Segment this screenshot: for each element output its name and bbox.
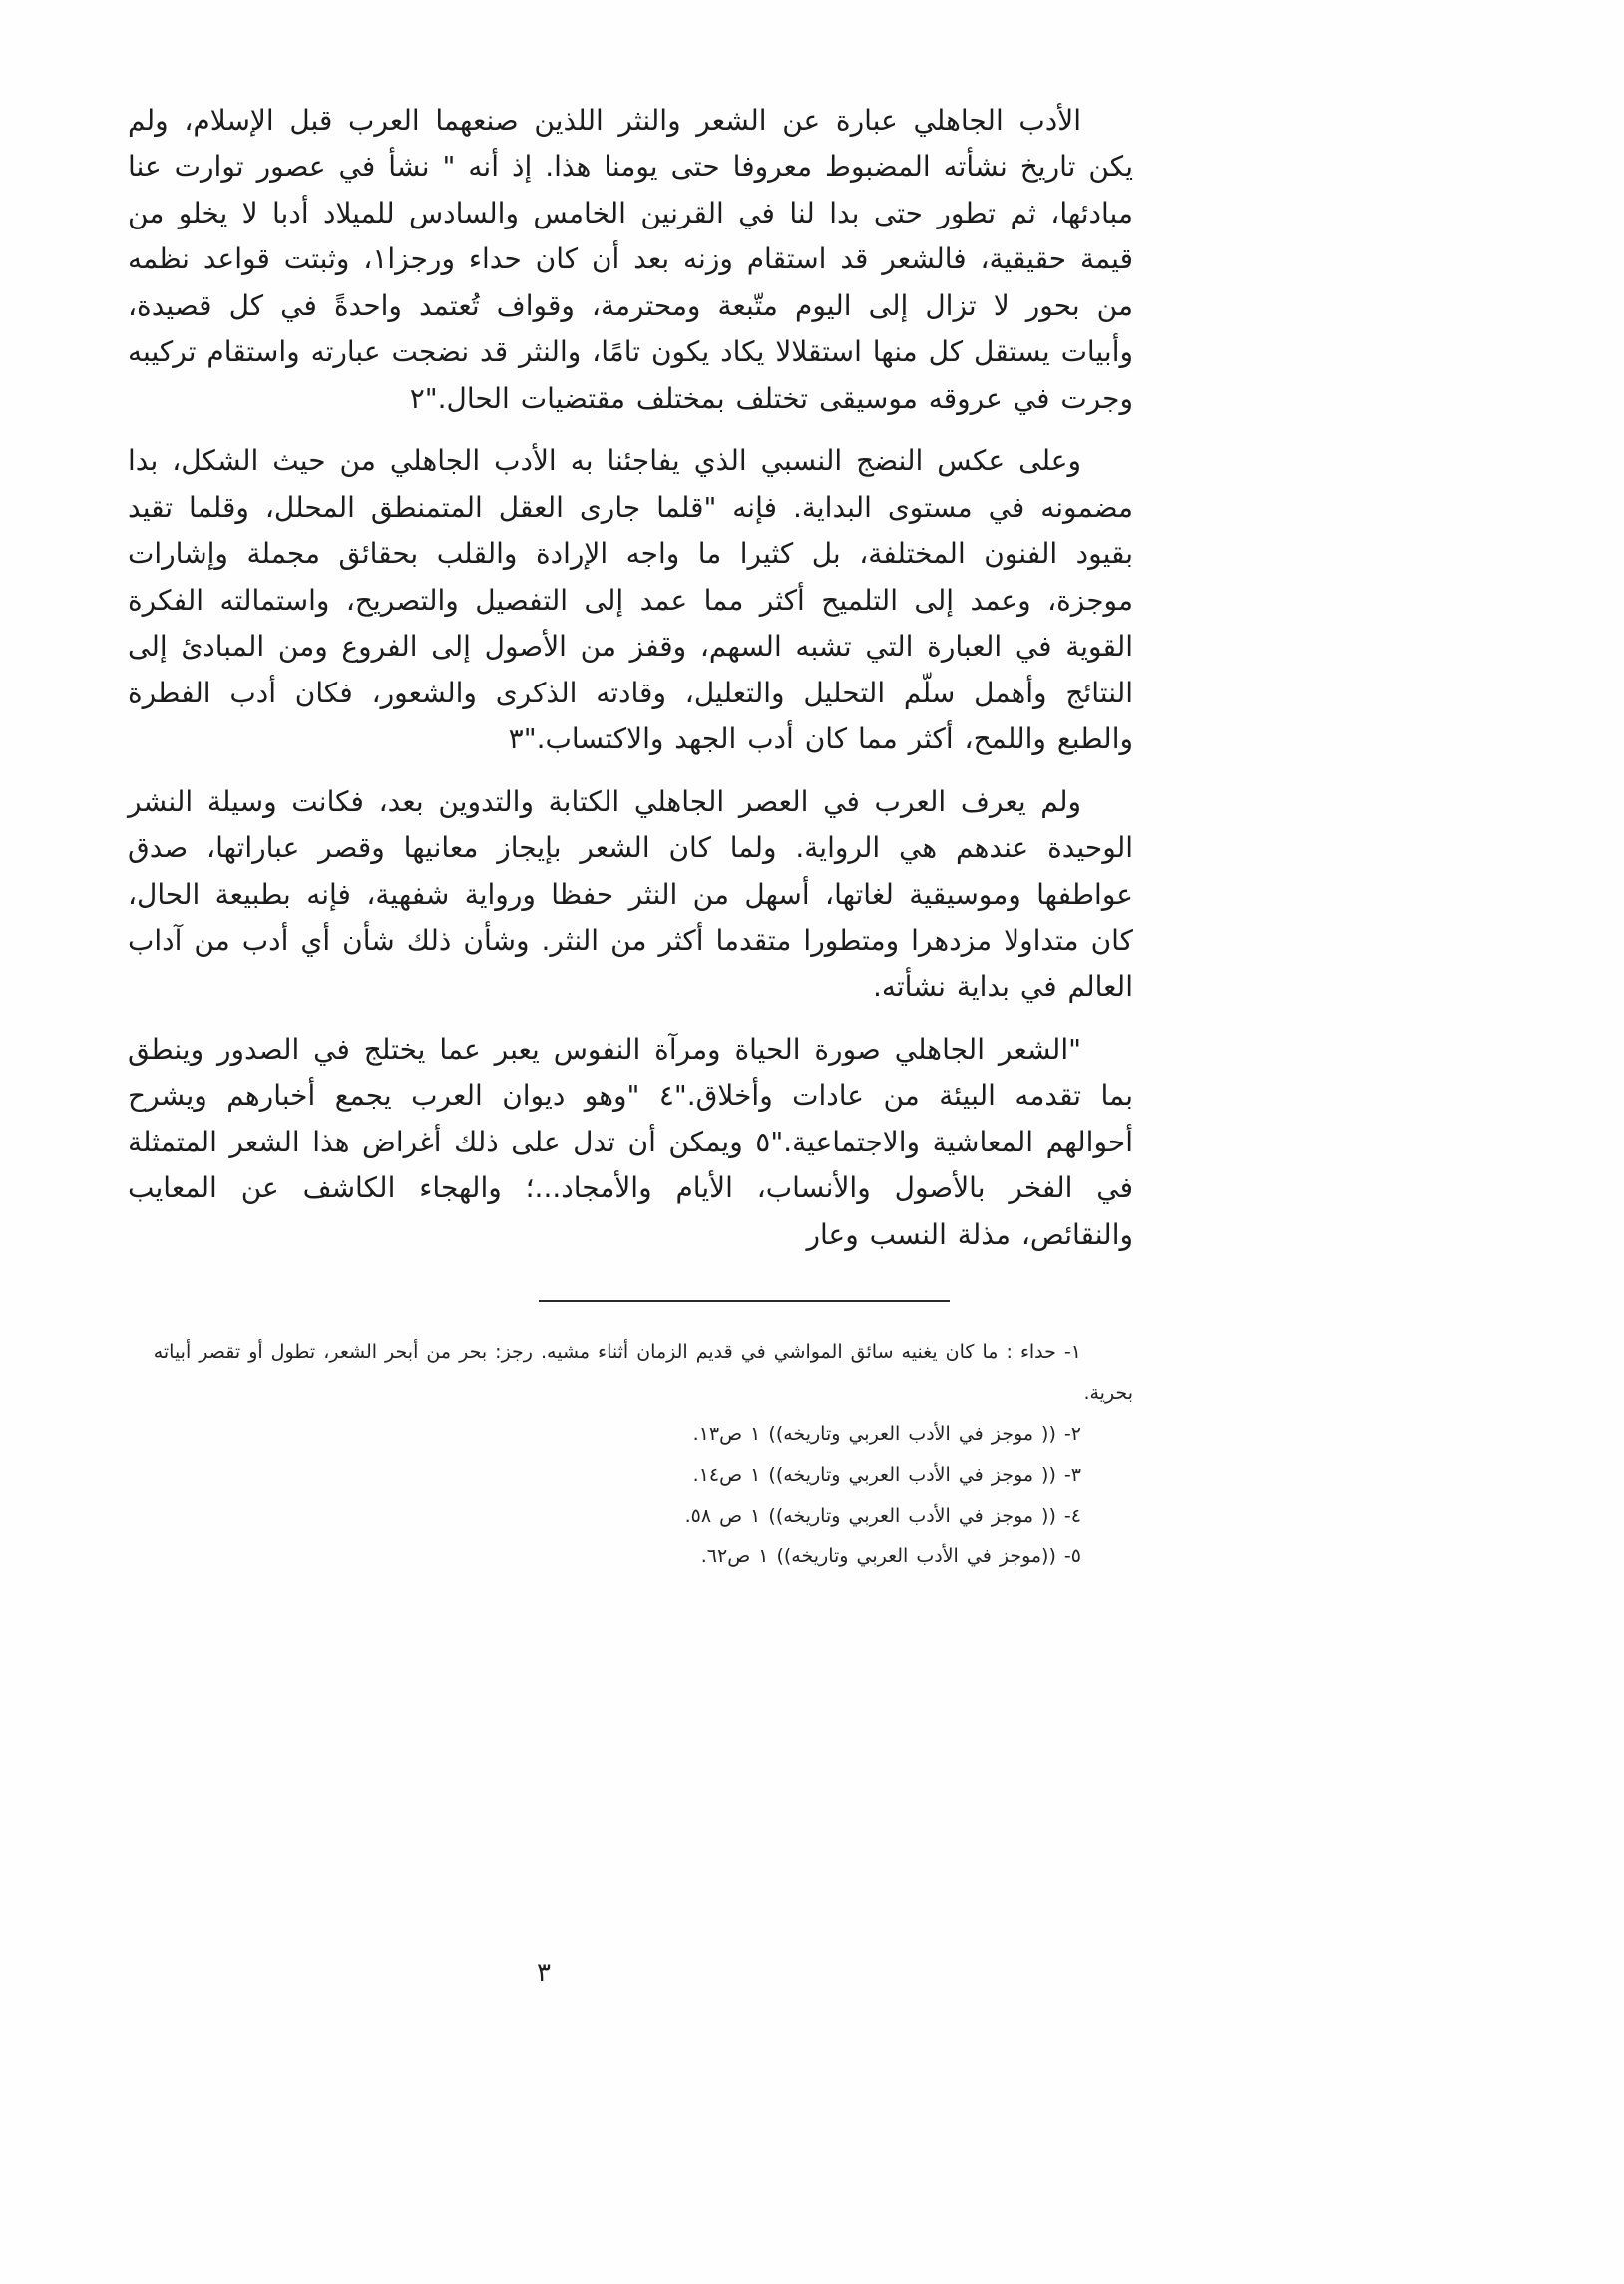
document-body (128, 98, 1133, 1577)
footnote: ٤- (( موجز في الأدب العربي وتاريخه)) ١ ص ٥٨. (684, 1504, 1081, 1527)
footnotes-section (128, 1332, 1133, 1577)
footnote: ٢- (( موجز في الأدب العربي وتاريخه)) ١ ص١٣. (692, 1422, 1081, 1445)
footnote-separator (539, 1300, 950, 1302)
body-paragraph: "الشعر الجاهلي صورة الحياة ومرآة النفوس يعبر عما يختلج في الصدور وينطق بما تقدمه البيئة من عادات وأخلاق."٤ "وهو ديوان العرب يجمع أخبارهم ويشرح أحوالهم المعاشية والاجتماعية."٥ ويمكن أن تدل على ذلك أغراض هذا الشعر المتمثلة في الفخر بالأصول والأنساب، الأيام والأمجاد...؛ والهجاء الكاشف عن المعايب والنقائص، مذلة النسب وعار (128, 1032, 1134, 1251)
footnote: ٣- (( موجز في الأدب العربي وتاريخه)) ١ ص١٤. (692, 1463, 1081, 1486)
body-paragraph: ولم يعرف العرب في العصر الجاهلي الكتابة والتدوين بعد، فكانت وسيلة النشر الوحيدة عندهم هي الرواية. ولما كان الشعر بإيجاز معانيها وقصر عباراتها، صدق عواطفها وموسيقية لغاتها، أسهل من النثر حفظا ورواية شفهية، فإنه بطبيعة الحال، كان متداولا مزدهرا ومتطورا متقدما أكثر من النثر. وشأن ذلك شأن أي أدب من آداب العالم في بداية نشأته. (128, 784, 1133, 1004)
footnote: ١- حداء : ما كان يغنيه سائق المواشي في قديم الزمان أثناء مشيه. رجز: بحر من أبحر الشعر، تطول أو تقصر أبياته بحرية. (153, 1341, 1133, 1405)
footnote: ٥- ((موجز في الأدب العربي وتاريخه)) ١ ص٦٢. (700, 1545, 1081, 1568)
page-number: ٣ (537, 1958, 551, 1988)
body-paragraph: وعلى عكس النضج النسبي الذي يفاجئنا به الأدب الجاهلي من حيث الشكل، بدا مضمونه في مستوى البداية. فإنه "قلما جارى العقل المتمنطق المحلل، وقلما تقيد بقيود الفنون المختلفة، بل كثيرا ما واجه الإرادة والقلب بحقائق مجملة وإشارات موجزة، وعمد إلى التلميح أكثر مما عمد إلى التفصيل والتصريح، واستمالته الفكرة القوية في العبارة التي تشبه السهم، وقفز من الأصول إلى الفروع ومن المبادئ إلى النتائج وأهمل سلّم التحليل والتعليل، وقادته الذكرى والشعور، فكان أدب الفطرة والطبع واللمح، أكثر مما كان أدب الجهد والاكتساب."٣ (128, 444, 1133, 756)
body-paragraph: الأدب الجاهلي عبارة عن الشعر والنثر اللذين صنعهما العرب قبل الإسلام، ولم يكن تاريخ نشأته المضبوط معروفا حتى يومنا هذا. إذ أنه " نشأ في عصور توارت عنا مبادئها، ثم تطور حتى بدا لنا في القرنين الخامس والسادس للميلاد أدبا لا يخلو من قيمة حقيقية، فالشعر قد استقام وزنه بعد أن كان حداء ورجزا١، وثبتت قواعد نظمه من بحور لا تزال إلى اليوم متّبعة ومحترمة، وقواف تُعتمد واحدةً في كل قصيدة، وأبيات يستقل كل منها استقلالا يكاد يكون تامًا، والنثر قد نضجت عبارته واستقام تركيبه وجرت في عروقه موسيقى تختلف بمختلف مقتضيات الحال."٢ (128, 104, 1133, 415)
